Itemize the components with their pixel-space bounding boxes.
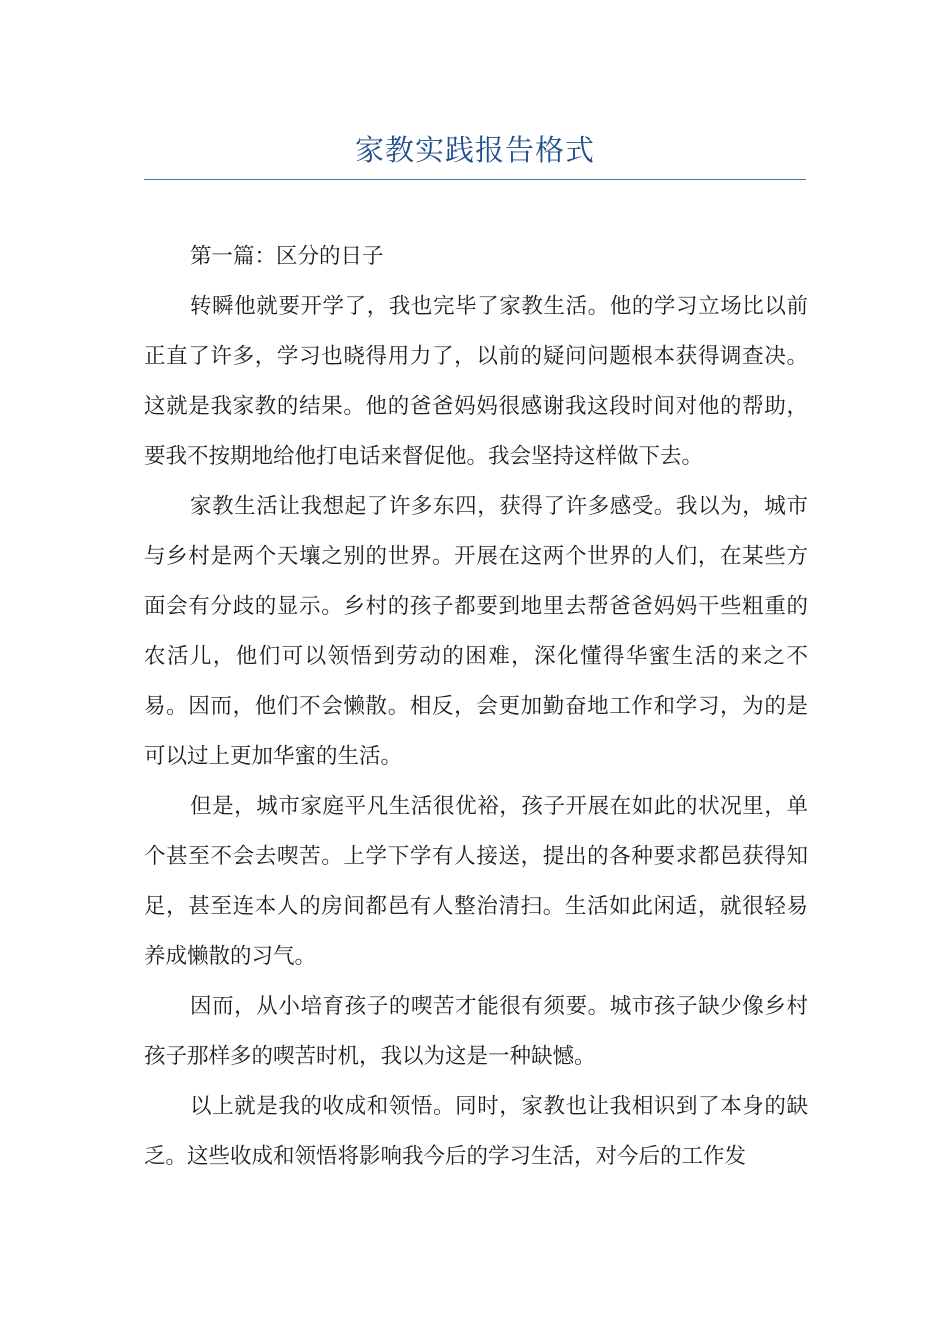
- title-underline-divider: [144, 179, 806, 180]
- paragraph: 转瞬他就要开学了，我也完毕了家教生活。他的学习立场比以前正直了许多，学习也晓得用力了，以前的疑问问题根本获得调查决。这就是我家教的结果。他的爸爸妈妈很感谢我这段时间对他的帮助，要我不按期地给他打电话来督促他。我会坚持这样做下去。: [144, 294, 808, 469]
- section-heading: 第一篇：区分的日子: [190, 244, 384, 269]
- paragraph: 但是，城市家庭平凡生活很优裕，孩子开展在如此的状况里，单个甚至不会去喫苦。上学下学有人接送，提出的各种要求都邑获得知足，甚至连本人的房间都邑有人整治清扫。生活如此闲适，就很轻易养成懒散的习气。: [144, 794, 808, 969]
- document-body: [144, 232, 808, 1182]
- paragraph: 以上就是我的收成和领悟。同时，家教也让我相识到了本身的缺乏。这些收成和领悟将影响我今后的学习生活，对今后的工作发: [144, 1094, 808, 1169]
- document-title: 家教实践报告格式: [354, 133, 595, 167]
- paragraph: 家教生活让我想起了许多东四，获得了许多感受。我以为，城市与乡村是两个天壤之别的世界。开展在这两个世界的人们，在某些方面会有分歧的显示。乡村的孩子都要到地里去帮爸爸妈妈干些粗重的农活儿，他们可以领悟到劳动的困难，深化懂得华蜜生活的来之不易。因而，他们不会懒散。相反，会更加勤奋地工作和学习，为的是可以过上更加华蜜的生活。: [144, 494, 808, 769]
- paragraph: 因而，从小培育孩子的喫苦才能很有须要。城市孩子缺少像乡村孩子那样多的喫苦时机，我以为这是一种缺憾。: [144, 994, 808, 1069]
